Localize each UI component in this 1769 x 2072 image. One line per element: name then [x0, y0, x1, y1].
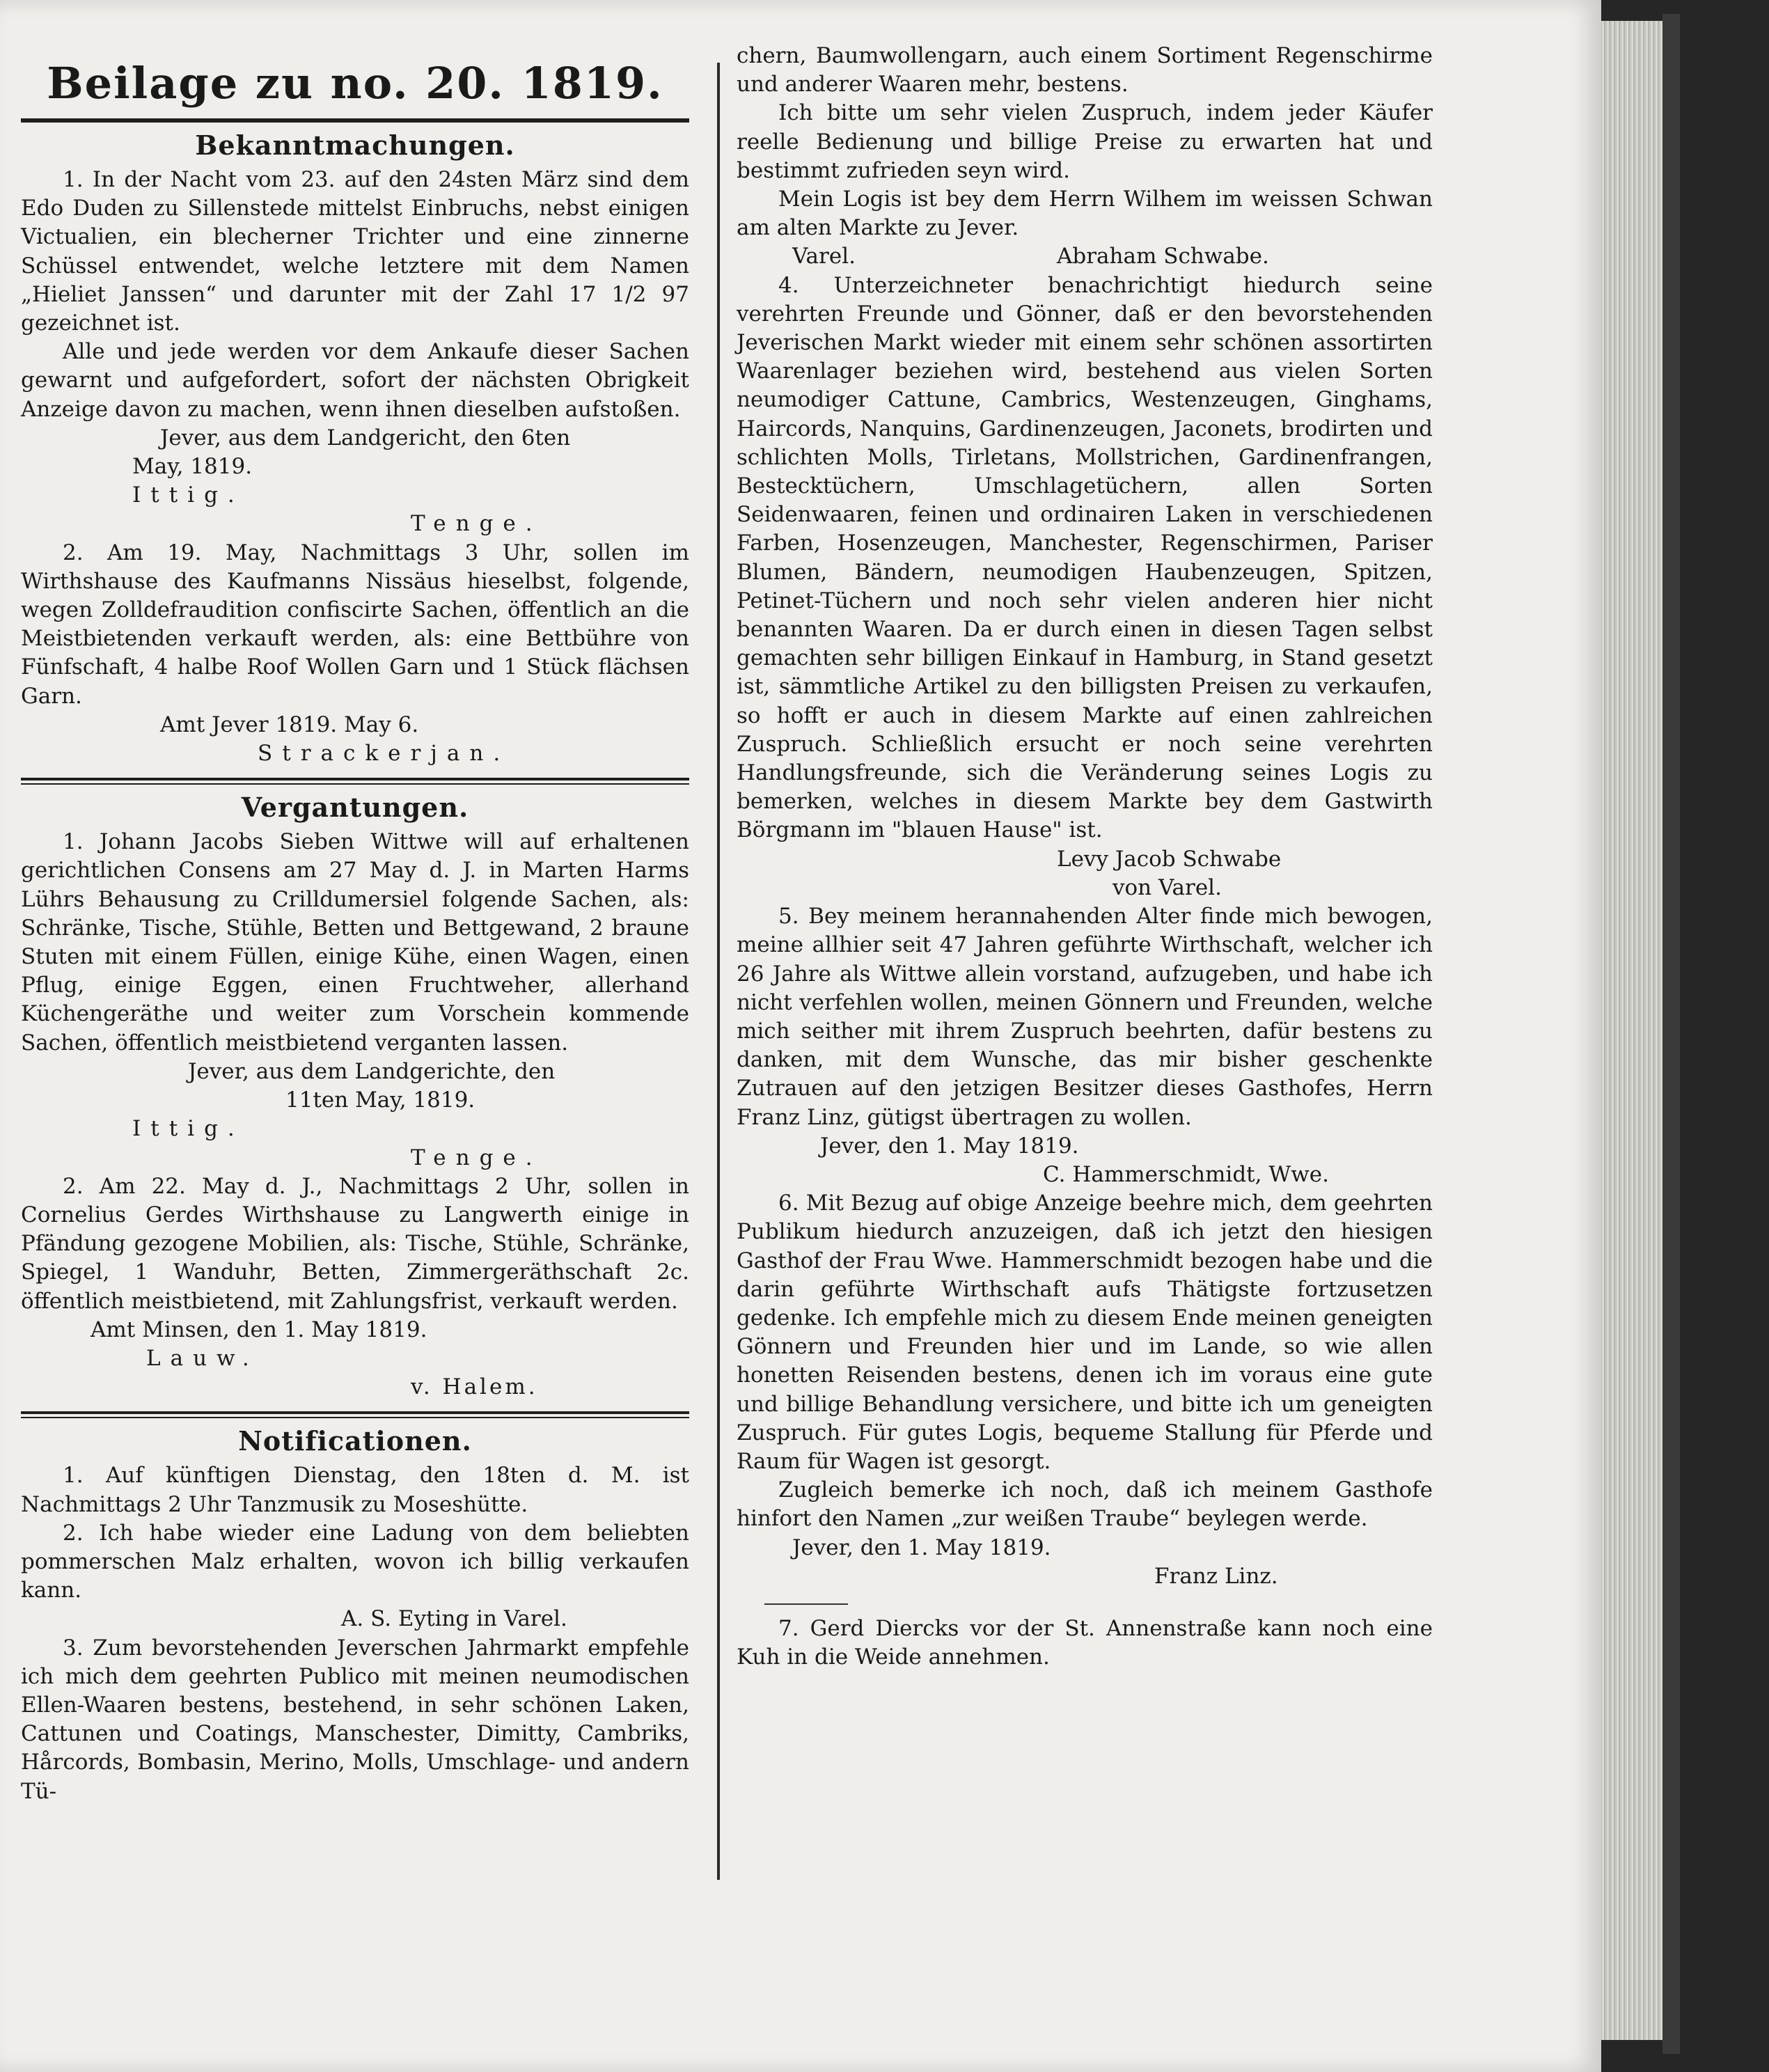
- notice-paragraph: 2. Ich habe wieder eine Ladung von dem beliebten pommerschen Malz erhalten, wovon ich billig verkaufen kann.: [21, 1520, 689, 1603]
- notice-paragraph: 4. Unterzeichneter benachrichtigt hiedurch seine verehrten Freunde und Gönner, daß er den bevorstehenden Jeverischen Markt wieder mit einem sehr schönen assortirten Waarenlager beziehen wird, bestehend aus vielen Sorten neumodiger Cattune, Cambrics, Westenzeugen, Ginghams, Haircords, Nanquins, Gardinenzeugen, Jaconets, brodirten und schlichten Molls, Tirletans, Mollstrichen, Gardinenfrangen, Bestecktüchern, Umschlagetüchern, allen Sorten Seidenwaaren, feinen und ordinairen Laken in verschiedenen Farben, Hosenzeugen, Manchester, Regenschirmen, Pariser Blumen, Bändern, neumodigen Haubenzeugen, Spitzen, Petinet-Tüchern und noch sehr vielen anderen hier nicht benannten Waaren. Da er durch einen in diesen Tagen selbst gemachten sehr billigen Einkauf in Hamburg, in Stand gesetzt ist, sämmtliche Artikel zu den billigsten Preisen zu verkaufen, so hofft er auch in diesem Markte auf einen zahlreichen Zuspruch. Schließlich ersucht er noch seine verehrten Handlungsfreunde, sich die Veränderung seines Logis zu bemerken, welches in diesem Markte bey dem Gastwirth Börgmann im "blauen Hause" ist.: [737, 272, 1433, 843]
- notice-paragraph: 1. Auf künftigen Dienstag, den 18ten d. M. ist Nachmittags 2 Uhr Tanzmusik zu Moseshütte.: [21, 1463, 689, 1517]
- notice-paragraph: chern, Baumwollengarn, auch einem Sortiment Regenschirme und anderer Waaren mehr, bestens.: [737, 43, 1433, 97]
- masthead: Beilage zu no. 20. 1819.: [47, 58, 663, 109]
- signature: Lauw.: [146, 1345, 259, 1371]
- notice-paragraph: 6. Mit Bezug auf obige Anzeige beehre mich, dem geehrten Publikum hiedurch anzuzeigen, daß ich jetzt den hiesigen Gasthof der Frau Wwe. Hammerschmidt bezogen habe und die darin geführte Wirthschaft aufs Thätigste fortzusetzen gedenke. Ich empfehle mich zu diesem Ende meinen geneigten Gönnern und Freunden hier und im Lande, so wie allen honetten Reisenden bestens, denen ich im voraus eine gute und billige Behandlung versichere, und bitte ich um geneigten Zuspruch. Für gutes Logis, bequeme Stallung für Pferde und Raum für Wagen ist gesorgt.: [737, 1191, 1433, 1474]
- signature: Tenge.: [411, 511, 542, 537]
- notice-paragraph: 2. Am 22. May d. J., Nachmittags 2 Uhr, sollen in Cornelius Gerdes Wirthshause zu Langwerth einige in Pfändung gezogene Mobilien, als: Tische, Stühle, Schränke, Spiegel, 1 Wanduhr, Betten, Zimmergeräthschaft 2c. öffentlich meistbietend, mit Zahlungsfrist, verkauft werden.: [21, 1173, 689, 1314]
- notice-paragraph: Alle und jede werden vor dem Ankaufe dieser Sachen gewarnt und aufgefordert, sofort der nächsten Obrigkeit Anzeige davon zu machen, wenn ihnen dieselben aufstoßen.: [21, 339, 689, 422]
- place-date: Jever, den 1. May 1819.: [792, 1535, 1051, 1560]
- left-column: [21, 49, 689, 1806]
- signature: Tenge.: [411, 1145, 542, 1170]
- notice-paragraph: Ich bitte um sehr vielen Zuspruch, indem jeder Käufer reelle Bedienung und billige Preise zu erwarten hat und bestimmt zufrieden seyn wird.: [737, 100, 1433, 183]
- signature: Ittig.: [132, 482, 244, 508]
- notice-paragraph: 2. Am 19. May, Nachmittags 3 Uhr, sollen im Wirthshause des Kaufmanns Nissäus hieselbst, folgende, wegen Zolldefraudition confiscirte Sachen, öffentlich an die Meistbietenden verkauft werden, als: eine Bettbühre von Fünfschaft, 4 halbe Roof Wollen Garn und 1 Stück flächsen Garn.: [21, 540, 689, 709]
- signature: Franz Linz.: [1154, 1563, 1278, 1589]
- place-date: Jever, aus dem Landgerichte, den: [188, 1058, 556, 1084]
- signature-line: [737, 242, 1433, 271]
- signature: C. Hammerschmidt, Wwe.: [1043, 1161, 1329, 1187]
- signature: Strackerjan.: [258, 741, 510, 767]
- right-column: [737, 42, 1433, 1672]
- notice-paragraph: 5. Bey meinem herannahenden Alter finde mich bewogen, meine allhier seit 47 Jahren geführte Wirthschaft, welcher ich 26 Jahre als Wittwe allein vorstand, aufzugeben, und habe ich nicht verfehlen wollen, meinen Gönnern und Freunden, welche mich seither mit ihrem Zuspruch beehrten, dafür bestens zu danken, mit dem Wunsche, das mir bisher geschenkte Zutrauen auf den jetzigen Besitzer dieses Gasthofes, Herrn Franz Linz, gütigst übertragen zu wollen.: [737, 904, 1433, 1130]
- place-date: Jever, aus dem Landgericht, den 6ten: [160, 425, 571, 450]
- notice-paragraph: 7. Gerd Diercks vor der St. Annenstraße kann noch eine Kuh in die Weide annehmen.: [737, 1615, 1433, 1670]
- notice-separator: [764, 1603, 848, 1605]
- signature: Abraham Schwabe.: [1057, 244, 1269, 269]
- signature: Levy Jacob Schwabe: [1057, 846, 1282, 872]
- place-date: Amt Minsen, den 1. May 1819.: [91, 1317, 427, 1342]
- section-heading-bekanntmachungen: Bekanntmachungen.: [195, 130, 515, 161]
- section-rule: [21, 778, 689, 785]
- section-rule: [21, 1411, 689, 1418]
- column-divider: [717, 63, 720, 1880]
- section-heading-vergantungen: Vergantungen.: [241, 792, 469, 824]
- notice-paragraph: Zugleich bemerke ich noch, daß ich meinem Gasthofe hinfort den Namen „zur weißen Traube“ beylegen werde.: [737, 1477, 1433, 1532]
- book-page-edges: [1601, 21, 1664, 2040]
- place-date: Amt Jever 1819. May 6.: [160, 712, 419, 737]
- place-date: 11ten May, 1819.: [285, 1088, 475, 1113]
- signature: von Varel.: [1112, 874, 1222, 900]
- signature: Ittig.: [132, 1116, 244, 1142]
- notice-paragraph: 1. In der Nacht vom 23. auf den 24sten März sind dem Edo Duden zu Sillenstede mittelst Einbruchs, nebst einigen Victualien, ein blecherner Trichter und eine zinnerne Schüssel entwendet, welche letztere mit dem Namen „Hieliet Janssen“ und darunter mit der Zahl 17 1/2 97 gezeichnet ist.: [21, 167, 689, 336]
- notice-paragraph: Mein Logis ist bey dem Herrn Wilhem im weissen Schwan am alten Markte zu Jever.: [737, 187, 1433, 241]
- signature: A. S. Eyting in Varel.: [341, 1606, 567, 1632]
- place: Varel.: [792, 244, 856, 269]
- place-date: Jever, den 1. May 1819.: [820, 1133, 1079, 1159]
- signature: v. Halem.: [411, 1374, 538, 1400]
- section-heading-notificationen: Notificationen.: [238, 1425, 472, 1457]
- notice-paragraph: 1. Johann Jacobs Sieben Wittwe will auf erhaltenen gerichtlichen Consens am 27 May d. J. in Marten Harms Lührs Behausung zu Crilldumersiel folgende Sachen, als: Schränke, Tische, Stühle, Betten und Bettgewand, 2 braune Stuten mit einem Füllen, einige Kühe, einen Wagen, einen Pflug, einige Eggen, einen Fruchtweher, allerhand Küchengeräthe und weiter zum Vorschein kommende Sachen, öffentlich meistbietend verganten lassen.: [21, 829, 689, 1055]
- notice-paragraph: 3. Zum bevorstehenden Jeverschen Jahrmarkt empfehle ich mich dem geehrten Publico mit meinen neumodischen Ellen-Waaren bestens, bestehend, in sehr schönen Laken, Cattunen und Coatings, Manschester, Dimitty, Cambriks, Hårcords, Bombasin, Merino, Molls, Umschlage- und andern Tü-: [21, 1635, 689, 1804]
- masthead-rule: [21, 118, 689, 123]
- book-edge-shadow: [1662, 14, 1680, 2054]
- place-date: May, 1819.: [132, 454, 253, 480]
